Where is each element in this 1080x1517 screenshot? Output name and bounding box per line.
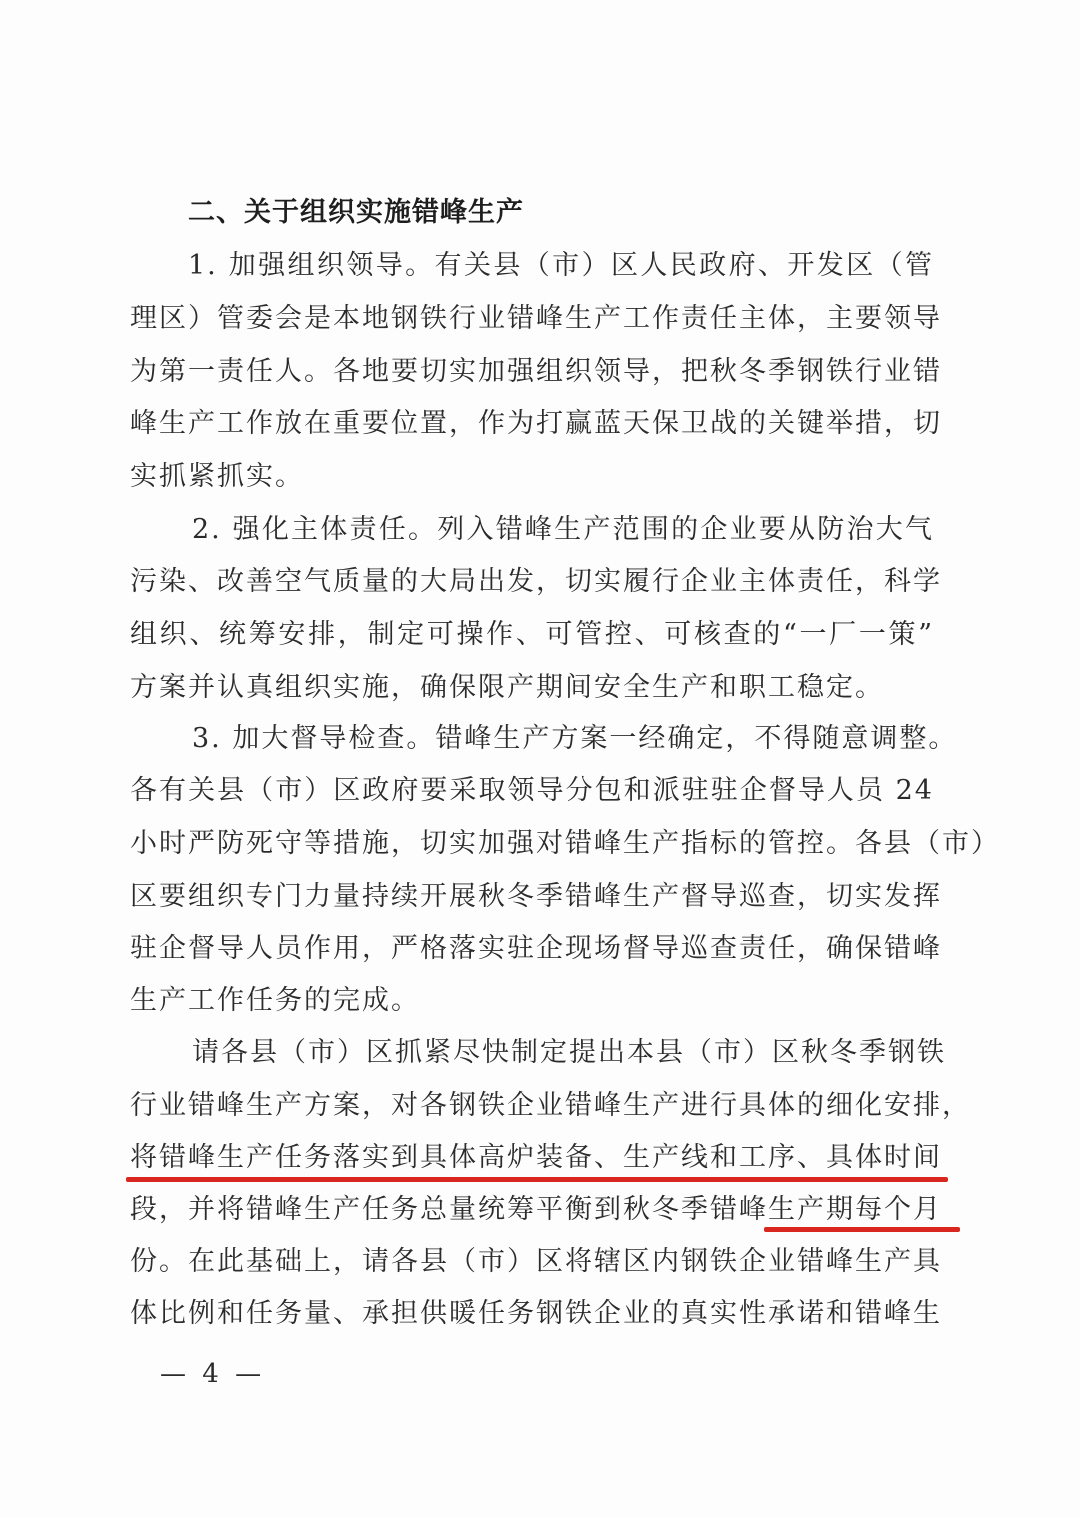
section-heading: 二、关于组织实施错峰生产	[188, 197, 524, 228]
paragraph-1-line-5: 实抓紧抓实。	[130, 461, 304, 492]
red-underline-1	[126, 1177, 948, 1182]
paragraph-4-line-5: 份。在此基础上，请各县（市）区将辖区内钢铁企业错峰生产具	[130, 1246, 942, 1277]
paragraph-1-line-2: 理区）管委会是本地钢铁行业错峰生产工作责任主体，主要领导	[130, 303, 942, 334]
paragraph-2-line-3: 组织、统筹安排，制定可操作、可管控、可核查的“一厂一策”	[130, 619, 934, 650]
paragraph-2-line-1: 2. 强化主体责任。列入错峰生产范围的企业要从防治大气	[192, 514, 934, 545]
paragraph-4-line-4: 段，并将错峰生产任务总量统筹平衡到秋冬季错峰生产期每个月	[130, 1194, 942, 1225]
paragraph-1-line-1: 1. 加强组织领导。有关县（市）区人民政府、开发区（管	[188, 250, 934, 281]
paragraph-4-line-6: 体比例和任务量、承担供暖任务钢铁企业的真实性承诺和错峰生	[130, 1298, 942, 1329]
paragraph-2-line-2: 污染、改善空气质量的大局出发，切实履行企业主体责任，科学	[130, 566, 942, 597]
paragraph-4-line-1: 请各县（市）区抓紧尽快制定提出本县（市）区秋冬季钢铁	[192, 1037, 946, 1068]
paragraph-3-line-3: 小时严防死守等措施，切实加强对错峰生产指标的管控。各县（市）	[130, 828, 1000, 859]
paragraph-4-line-3: 将错峰生产任务落实到具体高炉装备、生产线和工序、具体时间	[130, 1142, 942, 1173]
paragraph-3-line-2: 各有关县（市）区政府要采取领导分包和派驻驻企督导人员 24	[130, 775, 934, 806]
paragraph-4-line-2: 行业错峰生产方案，对各钢铁企业错峰生产进行具体的细化安排，	[130, 1090, 971, 1121]
page-number: — 4 —	[160, 1359, 266, 1389]
paragraph-3-line-6: 生产工作任务的完成。	[130, 985, 420, 1016]
red-underline-2	[764, 1227, 960, 1232]
paragraph-3-line-5: 驻企督导人员作用，严格落实驻企现场督导巡查责任，确保错峰	[130, 933, 942, 964]
paragraph-1-line-4: 峰生产工作放在重要位置，作为打赢蓝天保卫战的关键举措，切	[130, 408, 942, 439]
paragraph-2-line-4: 方案并认真组织实施，确保限产期间安全生产和职工稳定。	[130, 672, 884, 703]
paragraph-1-line-3: 为第一责任人。各地要切实加强组织领导，把秋冬季钢铁行业错	[130, 356, 942, 387]
paragraph-3-line-4: 区要组织专门力量持续开展秋冬季错峰生产督导巡查，切实发挥	[130, 881, 942, 912]
paragraph-3-line-1: 3. 加大督导检查。错峰生产方案一经确定，不得随意调整。	[192, 723, 958, 754]
